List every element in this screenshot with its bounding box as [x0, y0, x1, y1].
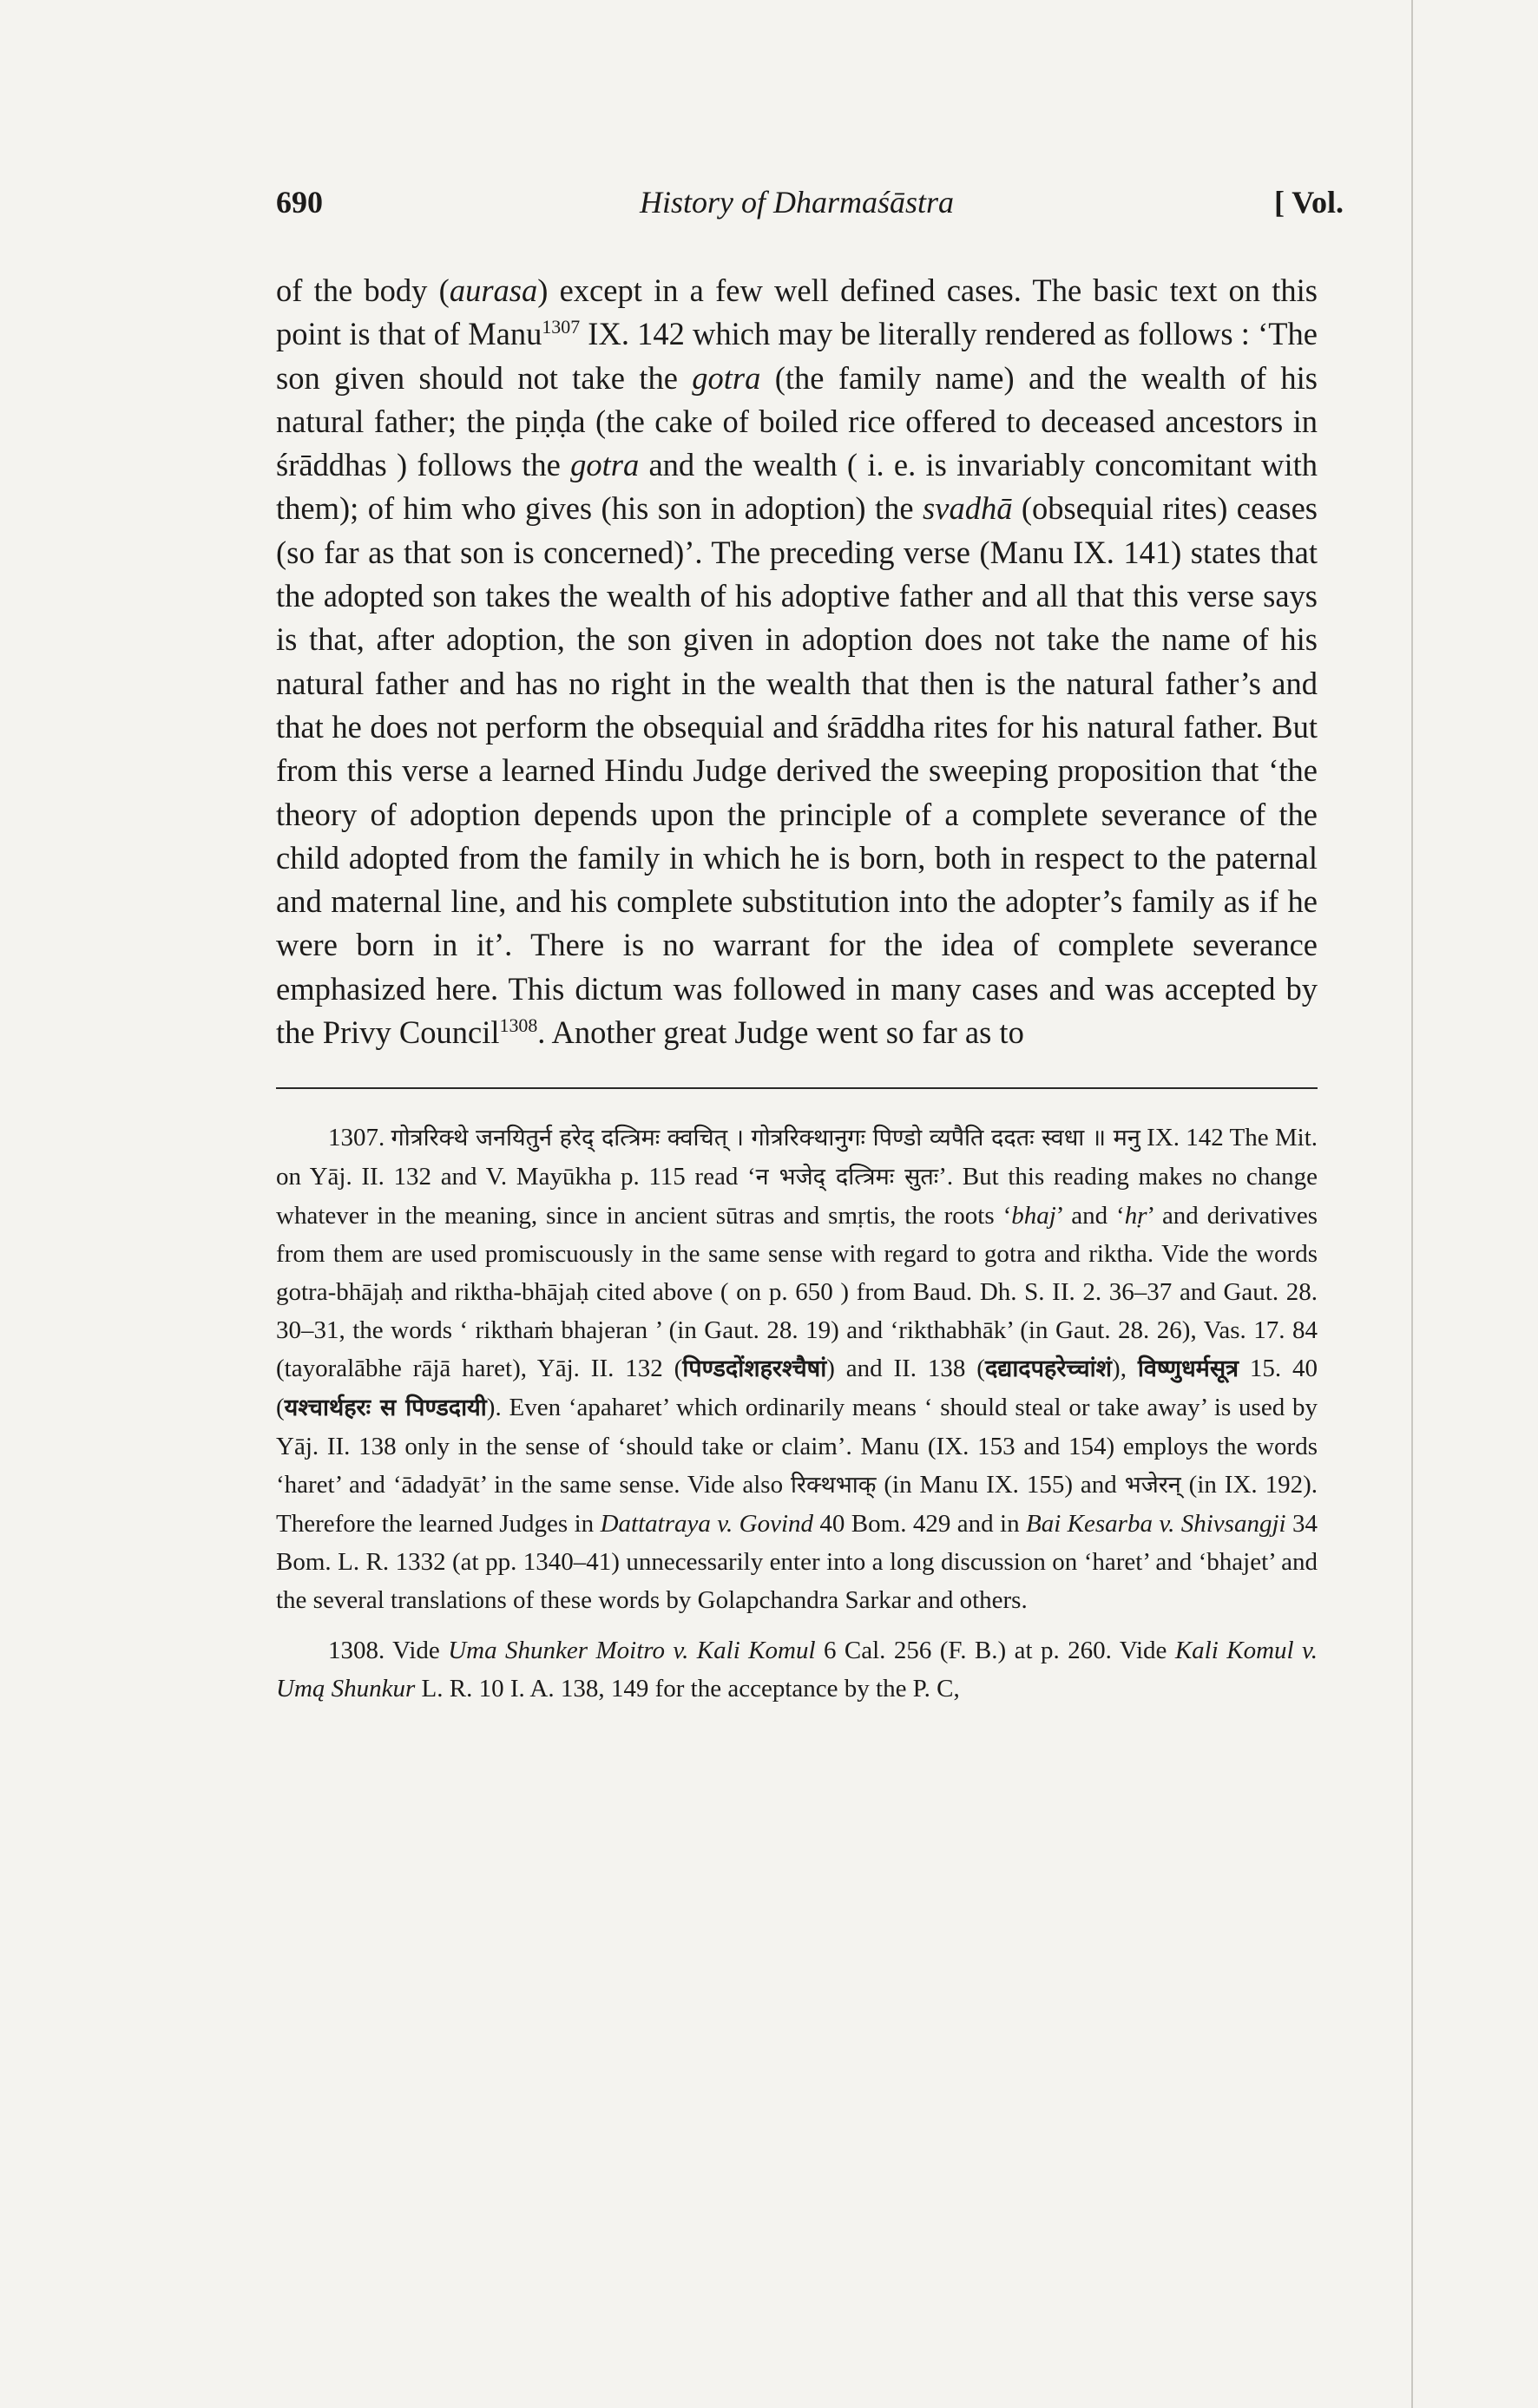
- term-gotra: gotra: [570, 447, 640, 483]
- term-svadha: svadhā: [923, 490, 1013, 527]
- text-run: L. R. 10 I. A. 138, 149 for the acceptance by the P. C,: [415, 1675, 960, 1703]
- page-number: 690: [276, 185, 323, 220]
- footnote-1308: [276, 1631, 1318, 1708]
- sanskrit-quote: भजेरन्: [1124, 1472, 1181, 1499]
- text-run: (obsequial rites) ceases (so far as that son is concerned)’. The preceding verse (Manu IX. 141) states that the adopted son takes the wealth of his adoptive father and all that this verse says is that, after adoption, the son given in adoption does not take the name of his natural father and has no right in the wealth that then is the natural father’s and that he does not perform the obsequial and śrāddha rites for his natural father. But from this verse a learned Hindu Judge derived the sweeping proposition that ‘the theory of adoption depends upon the principle of a complete severance of the child adopted from the family in which he is born, both in respect to the paternal and maternal line, and his complete substitution into the adopter’s family as if he were born in it’. There is no warrant for the idea of complete severance emphasized here. This dictum was followed in many cases and was accepted by the Privy Council: [276, 490, 1318, 1051]
- page-edge-line: [1411, 0, 1413, 2408]
- text-run: Vide: [384, 1637, 449, 1665]
- text-run: of the body (: [276, 272, 450, 308]
- sanskrit-quote: दद्यादपहरेच्चांशं: [984, 1355, 1113, 1383]
- footnotes: [276, 1119, 1318, 1708]
- text-run: 15. 40 (: [276, 1355, 1318, 1422]
- text-run: (in IX. 192). Therefore the learned Judges in: [276, 1471, 1318, 1539]
- text-run: (in Manu IX. 155) and: [876, 1471, 1125, 1499]
- term-aurasa: aurasa: [449, 272, 538, 308]
- sanskrit-quote: रिक्थभाक्: [791, 1472, 877, 1499]
- case-citation: Bai Kesarba v. Shivsangji: [1026, 1510, 1286, 1539]
- footnote-ref-1307: 1307: [542, 316, 581, 338]
- case-citation: Uma Shunker Moitro v. Kali Komul: [448, 1637, 816, 1665]
- term-hr: hṛ: [1124, 1202, 1147, 1230]
- text-run: ). Even ‘apaharet’ which ordinarily means ‘ should steal or take away’ is used by Yāj. II. 138 only in the sense of ‘should take or claim’. Manu (IX. 153 and 154) employs the words ‘haret’ and ‘ādadyāt’ in the same sense. Vide also: [276, 1394, 1318, 1499]
- text-run: ) except in a few well defined cases. The basic text on this point is that of Manu: [276, 272, 1318, 352]
- volume-label: [ Vol.: [1273, 185, 1344, 220]
- text-run: ),: [1112, 1355, 1138, 1383]
- text-run: IX. 142 The Mit. on Yāj. II. 132 and V. Mayūkha p. 115 read ‘: [276, 1124, 1318, 1191]
- footnote-1307: [276, 1119, 1318, 1619]
- term-gotra: gotra: [692, 359, 761, 396]
- footnote-rule: [276, 1087, 1318, 1089]
- sanskrit-quote: यश्चार्थहरः स पिण्डदायी: [284, 1394, 487, 1422]
- sanskrit-quote: पिण्डदोंशहरश्चैषां: [682, 1355, 827, 1383]
- case-citation: Kali Komul v. Umą Shunkur: [276, 1637, 1318, 1703]
- text-run: . Another great Judge went so far as to: [537, 1014, 1024, 1051]
- text-run: ’ and ‘: [1055, 1202, 1125, 1230]
- text-run: ’. But this reading makes no change whatever in the meaning, since in ancient sūtras and smṛtis, the roots ‘: [276, 1163, 1318, 1230]
- footnote-number: 1307.: [328, 1124, 385, 1152]
- text-run: (the family name) and the wealth of his natural father; the piṇḍa (the cake of boiled rice offered to deceased ancestors in śrāddhas ) follows the: [276, 359, 1318, 483]
- sanskrit-quote: गोत्ररिक्थे जनयितुर्न हरेद् दत्त्रिमः क्वचित् । गोत्ररिक्थानुगः पिण्डो व्यपैति ददतः स्वधा ॥ मनु: [391, 1125, 1140, 1152]
- text-run: 34 Bom. L. R. 1332 (at pp. 1340–41) unnecessarily enter into a long discussion on ‘haret’ and ‘bhajet’ and the several translations of these words by Golapchandra Sarkar and others.: [276, 1510, 1318, 1615]
- footnote-number: 1308.: [328, 1637, 385, 1665]
- text-run: 40 Bom. 429 and in: [813, 1510, 1026, 1539]
- sanskrit-quote: विष्णुधर्मसूत्र: [1137, 1355, 1239, 1383]
- text-run: 6 Cal. 256 (F. B.) at p. 260. Vide: [815, 1637, 1175, 1665]
- main-paragraph: [276, 269, 1318, 1054]
- running-header: [276, 184, 1344, 227]
- text-run: IX. 142 which may be literally rendered as follows : ‘The son given should not take the: [276, 316, 1318, 396]
- case-citation: Dattatraya v. Govind: [600, 1510, 813, 1539]
- text-run: ) and II. 138 (: [826, 1355, 985, 1383]
- running-title: History of Dharmaśāstra: [639, 185, 955, 220]
- footnote-ref-1308: 1308: [499, 1014, 538, 1036]
- text-run: ’ and derivatives from them are used promiscuously in the same sense with regard to gotra and riktha. Vide the words gotra-bhājaḥ and riktha-bhājaḥ cited above ( on p. 650 ) from Baud. Dh. S. II. 2. 36–37 and Gaut. 28. 30–31, the words ‘ rikthaṁ bhajeran ’ (in Gaut. 28. 19) and ‘rikthabhāk’ (in Gaut. 28. 26), Vas. 17. 84 (tayoralābhe rājā haret), Yāj. II. 132 (: [276, 1202, 1318, 1383]
- text-run: and the wealth ( i. e. is invariably concomitant with them); of him who gives (his son in adoption) the: [276, 447, 1318, 527]
- term-bhaj: bhaj: [1011, 1202, 1056, 1230]
- sanskrit-quote: न भजेद् दत्त्रिमः सुतः: [755, 1164, 939, 1191]
- book-page: [276, 184, 1344, 1720]
- main-text: [276, 269, 1318, 1054]
